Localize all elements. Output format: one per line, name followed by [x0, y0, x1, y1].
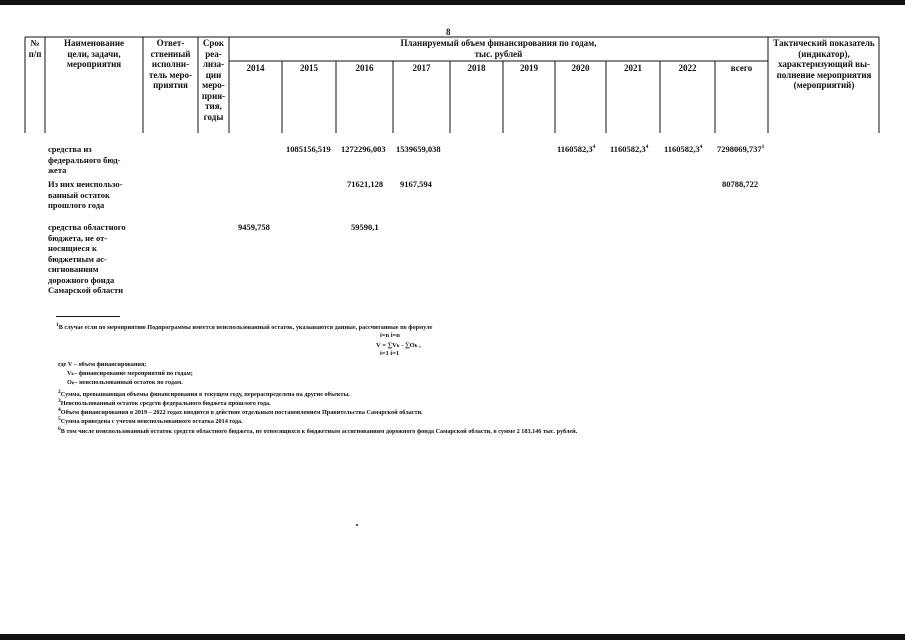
year-header-total: всего [730, 63, 753, 73]
header-financing: Планируемый объем финансирования по годам, тыс. рублей [400, 38, 597, 59]
footnote-4: $^4$Объем финансирования в 2019 – 2022 годах вводится в действие отдельным постановлением Правительства Самарской области. [58, 407, 423, 417]
cell-federal-2015: 1085156,519 [286, 144, 331, 154]
row-label-federal-budget: средства из федерального бюд- жета [48, 144, 121, 175]
cell-federal-2016: 1272296,003 [341, 144, 386, 154]
where-definition-vk: Vₖ– финансирование мероприятий по годам; [67, 370, 193, 377]
cell-unused-2017: 9167,594 [400, 179, 432, 189]
header-name: Наименование цели, задачи, мероприятия [64, 38, 124, 69]
where-definition-ok: Oₖ– неиспользованный остаток по годам. [67, 379, 183, 386]
year-header-2021: 2021 [624, 63, 642, 73]
footnote-separator [56, 316, 120, 317]
where-definition-v: где V – объем финансирования; [58, 361, 147, 368]
year-header-2022: 2022 [678, 63, 697, 73]
cell-federal-2020: 1160582,3$^4$ [557, 144, 596, 154]
cell-regional-2016: 59590,1 [351, 222, 379, 232]
row-label-regional-budget: средства областного бюджета, не от- носящиеся к бюджетным ас- сигнованиям дорожного фонда Самарской области [48, 222, 126, 295]
year-header-2018: 2018 [467, 63, 486, 73]
cell-federal-2017: 1539659,038 [396, 144, 441, 154]
year-header-2020: 2020 [571, 63, 590, 73]
scan-bottom-border [0, 634, 905, 640]
cell-unused-total: 80788,722 [722, 179, 759, 189]
formula: V = ∑Vₖ - ∑Oₖ , [376, 342, 421, 349]
footnote-2: $^2$Сумма, превышающая объемы финансирования в текущем году, перераспределена на другие объекты. [58, 389, 350, 399]
year-header-2016: 2016 [355, 63, 374, 73]
formula-upper-limits: i=n i=n [380, 332, 400, 339]
cell-federal-2022: 1160582,3$^4$ [664, 144, 703, 154]
footnote-3: $^3$Неиспользованный остаток средств федерального бюджета прошлого года. [58, 398, 271, 408]
footnote-1: $^1$В случае если по мероприятию Подпрограммы имеется неиспользованный остаток, указываются данные, рассчитанные по формуле [56, 322, 433, 332]
cell-regional-2014: 9459,758 [238, 222, 270, 232]
cell-federal-total: 7298069,737$^1$ [717, 144, 765, 154]
row-label-unused-remainder: Из них неиспользо- ванный остаток прошлого года [48, 179, 123, 210]
year-header-2014: 2014 [246, 63, 265, 73]
formula-lower-limits: i=1 i=1 [380, 350, 400, 357]
year-header-2015: 2015 [300, 63, 318, 73]
page-number: 8 [446, 27, 451, 37]
scan-speck [356, 524, 358, 526]
year-header-2017: 2017 [412, 63, 431, 73]
footnote-5: $^5$Сумма приведена с учетом неиспользованного остатка 2014 года. [58, 416, 243, 426]
header-indicator: Тактический показатель (индикатор), характеризующий вы- полнение мероприятия (мероприятий) [773, 38, 875, 90]
year-header-2019: 2019 [520, 63, 538, 73]
header-term: Срок реа- лиза- ции меро- прия- тия, годы [201, 38, 226, 122]
footnote-6: $^6$В том числе неиспользованный остаток средств областного бюджета, не относящихся к бюджетным ассигнованиям дорожного фонда Самарской области, в сумме 2 183,146 тыс. рублей. [58, 426, 578, 436]
cell-unused-2016: 71621,128 [347, 179, 384, 189]
header-responsible: Ответ- ственный исполни- тель меро- приятия [148, 38, 193, 90]
cell-federal-2021: 1160582,3$^4$ [610, 144, 649, 154]
header-number: № п/п [28, 38, 42, 59]
